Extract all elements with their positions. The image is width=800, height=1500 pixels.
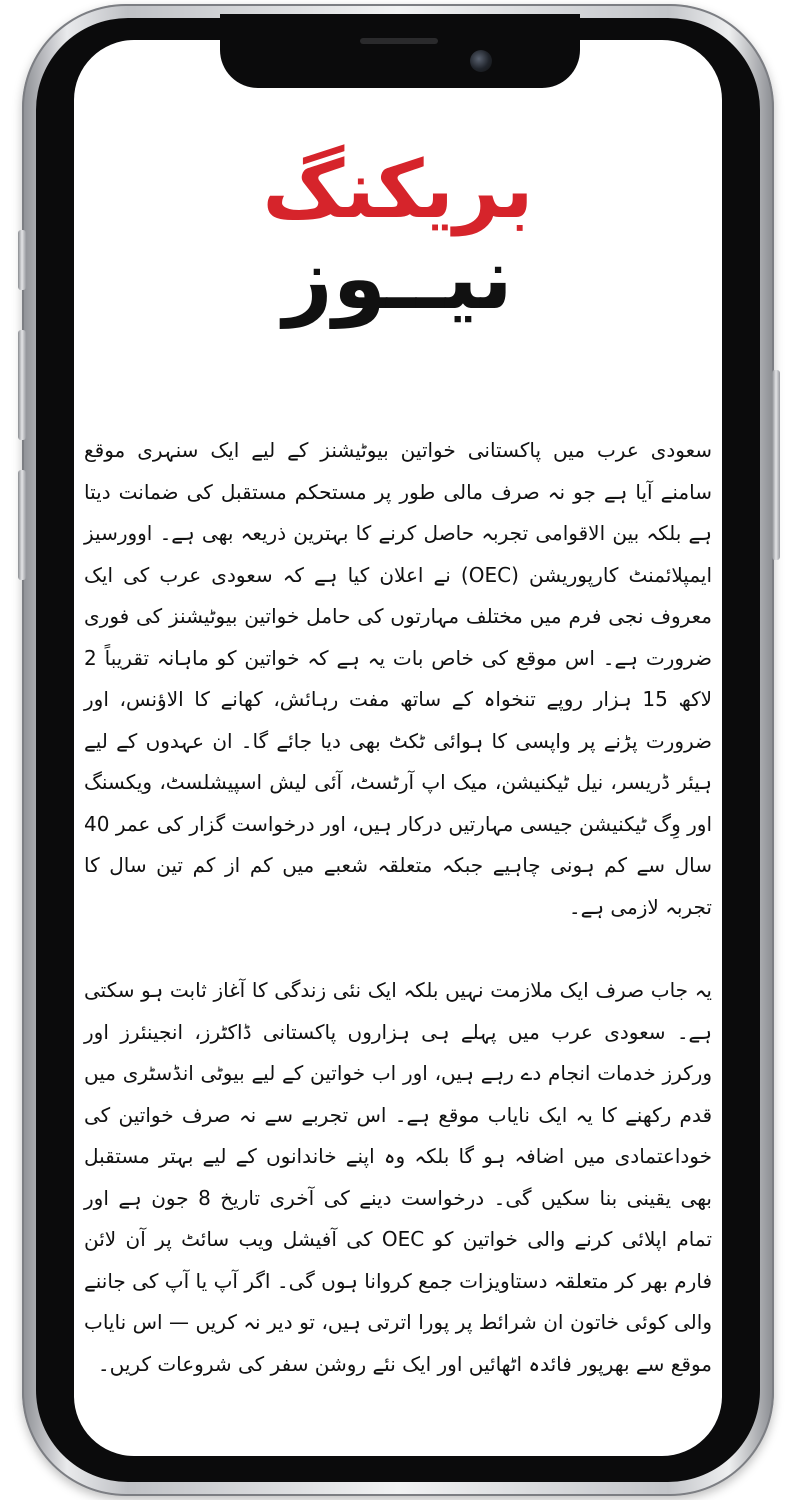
front-camera-icon bbox=[470, 50, 492, 72]
volume-up-button bbox=[18, 330, 26, 440]
headline-line-breaking: بریکنگ bbox=[262, 143, 534, 236]
article-paragraph-1: سعودی عرب میں پاکستانی خواتین بیوٹیشنز کے لیے ایک سنہری موقع سامنے آیا ہے جو نہ صرف مالی طور پر مستحکم مستقبل کی ضمانت دیتا ہے بلکہ بین الاقوامی تجربہ حاصل کرنے کا بہترین ذریعہ بھی ہے۔ اوورسیز ایمپلائمنٹ کارپوریشن (OEC) نے اعلان کیا ہے کہ سعودی عرب کی ایک معروف نجی فرم میں مختلف مہارتوں کی حامل خواتین بیوٹیشنز کی فوری ضرورت ہے۔ اس موقع کی خاص بات یہ ہے کہ خواتین کو ماہانہ تقریباً 2 لاکھ 15 ہزار روپے تنخواہ کے ساتھ مفت رہائش، کھانے کا الاؤنس، اور ضرورت پڑنے پر واپسی کا ہوائی ٹکٹ بھی دیا جائے گا۔ ان عہدوں کے لیے ہیئر ڈریسر، نیل ٹیکنیشن، میک اپ آرٹسٹ، آئی لیش اسپیشلسٹ، ویکسنگ اور وِگ ٹیکنیشن جیسی مہارتیں درکار ہیں، اور درخواست گزار کی عمر 40 سال سے کم ہونی چاہیے جبکہ متعلقہ شعبے میں کم از کم تین سال کا تجربہ لازمی ہے۔ bbox=[84, 438, 713, 919]
article-paragraph-2: یہ جاب صرف ایک ملازمت نہیں بلکہ ایک نئی زندگی کا آغاز ثابت ہو سکتی ہے۔ سعودی عرب میں پہلے ہی ہزاروں پاکستانی ڈاکٹرز، انجینئرز اور ورکرز خدمات انجام دے رہے ہیں، اور اب خواتین کے لیے بیوٹی انڈسٹری میں قدم رکھنے کا یہ ایک نایاب موقع ہے۔ اس تجربے سے نہ صرف خواتین کی خوداعتمادی میں اضافہ ہو گا بلکہ وہ اپنے خاندانوں کے لیے بہتر مستقبل بھی یقینی بنا سکیں گی۔ درخواست دینے کی آخری تاریخ 8 جون ہے اور تمام اپلائی کرنے والی خواتین کو OEC کی آفیشل ویب سائٹ پر آن لائن فارم بھر کر متعلقہ دستاویزات جمع کروانا ہوں گی۔ اگر آپ یا آپ کی جاننے والی کوئی خاتون ان شرائط پر پورا اترتی ہیں، تو دیر نہ کریں — اس نایاب موقع سے بھرپور فائدہ اٹھائیں اور ایک نئے روشن سفر کی شروعات کریں۔ bbox=[84, 978, 713, 1376]
volume-down-button bbox=[18, 470, 26, 580]
phone-notch bbox=[220, 14, 580, 88]
power-button bbox=[772, 370, 780, 560]
silent-switch bbox=[18, 230, 26, 290]
phone-screen bbox=[74, 40, 722, 1456]
earpiece-speaker bbox=[360, 38, 438, 44]
news-article bbox=[84, 430, 712, 1385]
breaking-news-headline bbox=[74, 143, 722, 329]
headline-line-news: نیــوز bbox=[283, 229, 513, 329]
